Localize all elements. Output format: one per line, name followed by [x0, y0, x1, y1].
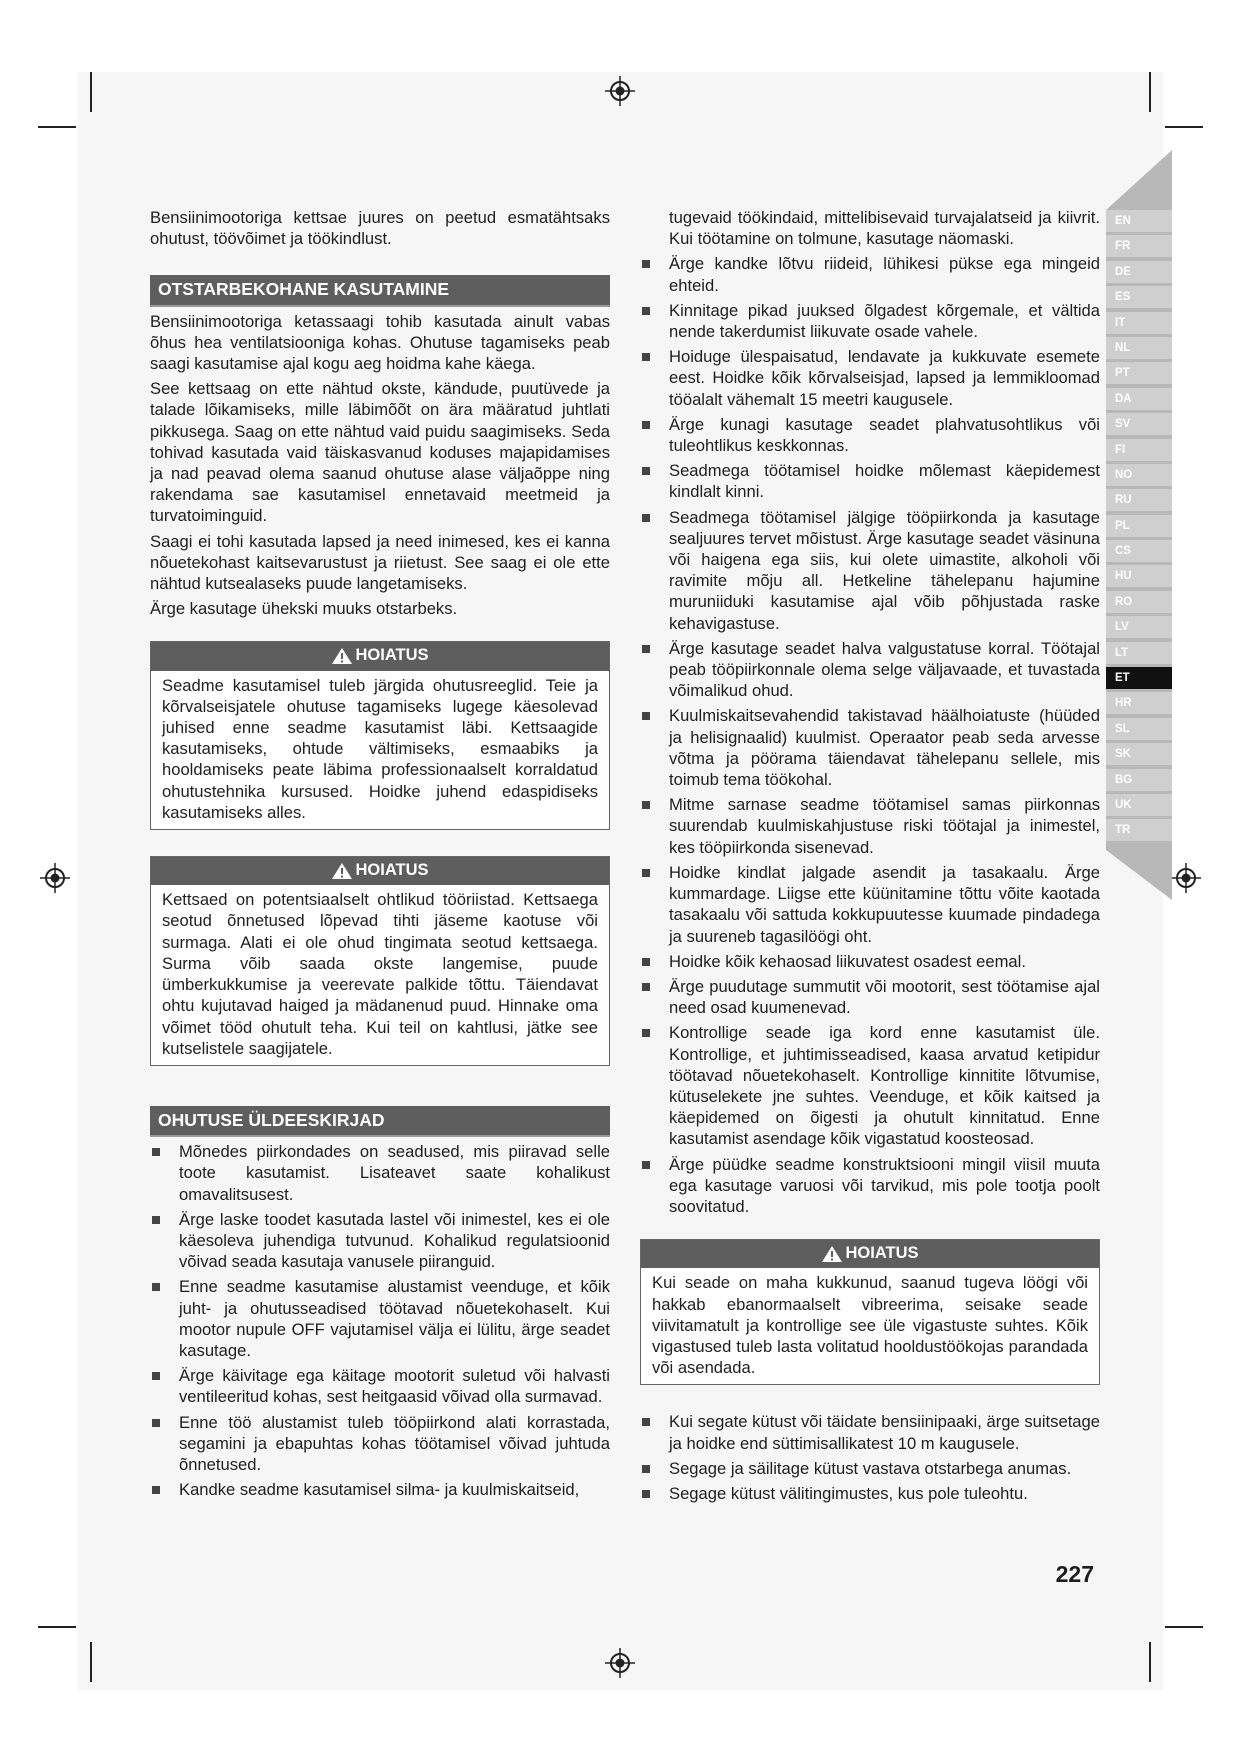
language-tab-nl[interactable]: NL [1106, 337, 1172, 359]
language-tab-sl[interactable]: SL [1106, 718, 1172, 740]
registration-mark-icon [40, 863, 70, 893]
registration-mark-icon [1171, 863, 1201, 893]
warning-title: HOIATUS [845, 1244, 919, 1263]
crop-mark [1165, 1626, 1203, 1628]
list-item: Mõnedes piirkondades on seadused, mis piiravad selle toote kasutamist. Lisateavet saate kohalikust omavalitsusest. [150, 1141, 610, 1205]
language-tab-ro[interactable]: RO [1106, 591, 1172, 613]
list-item: Ärge laske toodet kasutada lastel või inimestel, kes ei ole käesoleva juhendiga tutvunud. Kohalikud regulatsioonid võivad seada kasutaja vanusele piiranguid. [150, 1209, 610, 1273]
list-item: Ärge püüdke seadme konstruktsiooni mingil viisil muuta ega kasutage varuosi või tarvikud, mis pole tootja poolt soovitatud. [640, 1154, 1100, 1218]
list-item: Hoiduge ülespaisatud, lendavate ja kukkuvate esemete eest. Hoidke kõik kõrvalseisjad, lapsed ja lemmikloomad tööalalt vähemalt 15 meetri kaugusele. [640, 346, 1100, 410]
list-item: Hoidke kindlat jalgade asendit ja tasakaalu. Ärge kummardage. Liigse ette küünitamine tõttu võite kaotada tasakaalu või sattuda kokkupuutesse kuumade pindadega ja suureneb tagasilöögi oht. [640, 862, 1100, 947]
page-number: 227 [1055, 1561, 1094, 1587]
language-tab-sk[interactable]: SK [1106, 743, 1172, 765]
left-column [150, 207, 610, 1504]
language-tab-cs[interactable]: CS [1106, 540, 1172, 562]
language-tab-lv[interactable]: LV [1106, 616, 1172, 638]
list-item: Seadmega töötamisel hoidke mõlemast käepidemest kindlalt kinni. [640, 460, 1100, 502]
language-tab-hr[interactable]: HR [1106, 692, 1172, 714]
warning-title: HOIATUS [355, 861, 429, 880]
language-tab-lt[interactable]: LT [1106, 642, 1172, 664]
crop-mark [90, 72, 92, 112]
list-item: Kontrollige seade iga kord enne kasutamist üle. Kontrollige, et juhtimisseadised, kaasa arvatud ketipidur töötavad nõuetekohaselt. Kontrollige kinnitite lõtvumise, kütuselekete jne suhtes. Veenduge, et kõik kaitsed ja käepidemed on õigesti ja ohutult kinnitatud. Enne kasutamist asendage kõik vigastatud koosteosad. [640, 1022, 1100, 1149]
list-item: Enne seadme kasutamise alustamist veenduge, et kõik juht- ja ohutusseadised töötavad nõuetekohaselt. Kui mootor nupule OFF vajutamisel välja ei lülitu, ärge seadet kasutage. [150, 1276, 610, 1361]
list-item: Mitme sarnase seadme töötamisel samas piirkonnas suurendab kuulmiskahjustuse riski töötajal ja inimestel, kes tööpiirkonda sisenevad. [640, 794, 1100, 858]
list-item: Ärge puudutage summutit või mootorit, sest töötamise ajal need osad kuumenevad. [640, 976, 1100, 1018]
continuation-text: tugevaid töökindaid, mittelibisevaid turvajalatseid ja kiivrit. Kui töötamine on tolmune, kasutage näomaski. [669, 208, 1100, 249]
crop-mark [1149, 72, 1151, 112]
language-tab-da[interactable]: DA [1106, 388, 1172, 410]
fuel-list [640, 1411, 1100, 1504]
warning-box [150, 641, 610, 830]
section-title-general-safety: OHUTUSE ÜLDEESKIRJAD [150, 1106, 610, 1137]
language-tab-pt[interactable]: PT [1106, 362, 1172, 384]
language-tab-et[interactable]: ET [1106, 667, 1172, 689]
warning-text: Kui seade on maha kukkunud, saanud tugeva löögi või hakkab ebanormaalselt vibreerima, seisake seade viivitamatult ja kontrollige see üle vigastuste suhtes. Kõik vigastused tuleb lasta volitatud hooldustöökojas parandada või asendada. [652, 1273, 1088, 1378]
language-tab-es[interactable]: ES [1106, 286, 1172, 308]
warning-header [151, 857, 609, 885]
warning-text: Seadme kasutamisel tuleb järgida ohutusreeglid. Teie ja kõrvalseisjatele ohutuse tagamiseks lugege käesolevad juhised enne seadme kasutamist läbi. Kettsaagide kasutamiseks, ohtude vältimiseks, esmaabiks ja hooldamiseks peate läbima professionaalselt korraldatud ohutustehnika kursused. Hoidke juhend edaspidiseks kasutamiseks alles. [162, 675, 598, 822]
list-item: Segage ja säilitage kütust vastava otstarbega anumas. [640, 1458, 1100, 1479]
list-item: Ärge kunagi kasutage seadet plahvatusohtlikus või tuleohtlikus keskkonnas. [640, 414, 1100, 456]
list-item: Kandke seadme kasutamisel silma- ja kuulmiskaitseid, [150, 1479, 610, 1500]
list-item: Kuulmiskaitsevahendid takistavad häälhoiatuste (hüüded ja helisignaalid) kuulmist. Operaator peab seda arvesse võtma ja pöörama täiendavat tähelepanu sellele, mis toimub tema töökohal. [640, 705, 1100, 790]
language-tab-bg[interactable]: BG [1106, 769, 1172, 791]
warning-title: HOIATUS [355, 646, 429, 665]
warning-header [151, 642, 609, 670]
list-item: Hoidke kõik kehaosad liikuvatest osadest eemal. [640, 951, 1100, 972]
section-title-intended-use: OTSTARBEKOHANE KASUTAMINE [150, 275, 610, 306]
crop-mark [1165, 126, 1203, 128]
warning-box [640, 1239, 1100, 1385]
language-tab-pl[interactable]: PL [1106, 515, 1172, 537]
paragraph: Ärge kasutage ühekski muuks otstarbeks. [150, 599, 458, 619]
intro-text: Bensiinimootoriga kettsae juures on peetud esmatähtsaks ohutust, töövõimet ja töökindlust. [150, 208, 610, 249]
registration-mark-icon [605, 76, 635, 106]
language-tab-hu[interactable]: HU [1106, 565, 1172, 587]
language-tab-fr[interactable]: FR [1106, 235, 1172, 257]
warning-triangle-icon [821, 1245, 843, 1263]
crop-mark [38, 126, 76, 128]
warning-header [641, 1240, 1099, 1268]
language-tabs [1106, 210, 1172, 845]
crop-mark [38, 1626, 76, 1628]
list-item: Kui segate kütust või täidate bensiinipaaki, ärge suitsetage ja hoidke end süttimisallikatest 10 m kaugusele. [640, 1411, 1100, 1453]
language-tab-no[interactable]: NO [1106, 464, 1172, 486]
language-tab-ru[interactable]: RU [1106, 489, 1172, 511]
crop-mark [1149, 1642, 1151, 1682]
list-item: Segage kütust välitingimustes, kus pole tuleohtu. [640, 1483, 1100, 1504]
list-item: Ärge kasutage seadet halva valgustatuse korral. Töötajal peab tööpiirkonnale olema selge väljavaade, et tuvastada võimalikud ohud. [640, 638, 1100, 702]
paragraph: See kettsaag on ette nähtud okste, kändude, puutüvede ja talade lõikamiseks, mille läbimõõt on ära määratud juhtlati pikkusega. Saag on ette nähtud vaid puidu saagimiseks. Seda tohivad kasutada vaid täiskasvanud koduses majapidamises ja nad peavad olema saanud ohutuse alase väljaõppe ning rakendama sae kasutamisel ennetavaid meetmeid ja turvatoiminguid. [150, 379, 610, 526]
warning-box [150, 856, 610, 1066]
safety-list-continued [640, 253, 1100, 1217]
right-column [640, 207, 1100, 1508]
language-tab-de[interactable]: DE [1106, 261, 1172, 283]
language-tab-en[interactable]: EN [1106, 210, 1172, 232]
language-tab-sv[interactable]: SV [1106, 413, 1172, 435]
registration-mark-icon [605, 1648, 635, 1678]
warning-triangle-icon [331, 647, 353, 665]
language-tab-uk[interactable]: UK [1106, 794, 1172, 816]
warning-text: Kettsaed on potentsiaalselt ohtlikud tööriistad. Kettsaega seotud õnnetused lõpevad tihti jäseme kaotuse või surmaga. Alati ei ole ohud tingimata seotud kettsaega. Surma võib saada okste langemise, puude ümberkukkumise ja veerevate palkide tõttu. Täiendavat ohtu kujutavad haiged ja mädanenud puud. Hinnake oma võimet tööd ohutult teha. Kui teil on kahtlusi, jätke see kutselistele saagijatele. [162, 890, 598, 1058]
paragraph: Bensiinimootoriga ketassaagi tohib kasutada ainult vabas õhus hea ventilatsiooniga kohas. Ohutuse tagamiseks peab saagi kasutamise ajal kogu aeg hoidma kahe käega. [150, 311, 610, 374]
list-item: Ärge käivitage ega käitage mootorit suletud või halvasti ventileeritud kohas, sest heitgaasid võivad olla surmavad. [150, 1365, 610, 1407]
list-item: Ärge kandke lõtvu riideid, lühikesi pükse ega mingeid ehteid. [640, 253, 1100, 295]
crop-mark [90, 1642, 92, 1682]
list-item: Enne töö alustamist tuleb tööpiirkond alati korrastada, segamini ja ebapuhtas kohas töötamisel võivad juhtuda õnnetused. [150, 1412, 610, 1476]
warning-triangle-icon [331, 862, 353, 880]
paragraph: Saagi ei tohi kasutada lapsed ja need inimesed, kes ei kanna nõuetekohast kaitsevarustust ja riietust. See saag ei ole ette nähtud kutsealaseks puude langetamiseks. [150, 531, 610, 594]
safety-list [150, 1141, 610, 1500]
language-tab-it[interactable]: IT [1106, 312, 1172, 334]
list-item: Seadmega töötamisel jälgige tööpiirkonda ja kasutage sealjuures tervet mõistust. Ärge kasutage seadet väsinuna või haigena ega siis, kui olete uimastite, alkoholi või ravimite mõju all. Hetkeline tähelepanu hajumine muruniiduki kasutamise ajal võib põhjustada raske kehavigastuse. [640, 507, 1100, 634]
language-tab-tr[interactable]: TR [1106, 819, 1172, 841]
language-tab-fi[interactable]: FI [1106, 439, 1172, 461]
list-item: Kinnitage pikad juuksed õlgadest kõrgemale, et vältida nende takerdumist liikuvate osade vahele. [640, 300, 1100, 342]
